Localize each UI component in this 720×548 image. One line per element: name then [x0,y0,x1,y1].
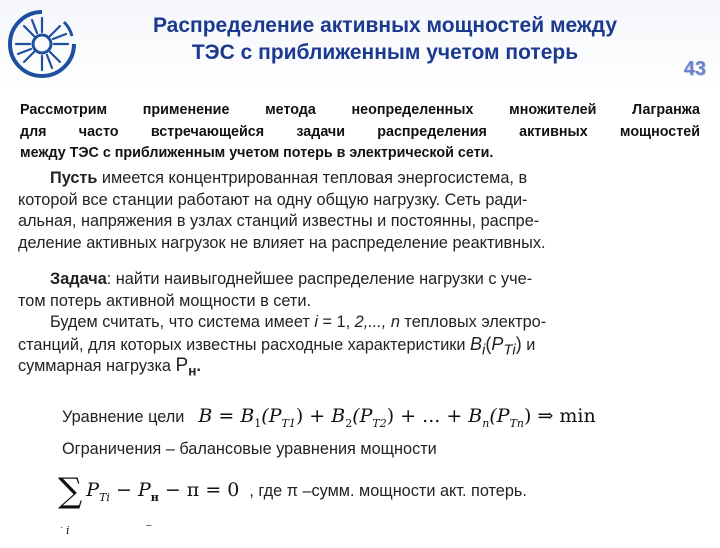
losses-term: − π = 0 [158,478,240,501]
plus-ellipsis: ) + ... + [386,404,469,427]
station-power-symbol: P [86,478,100,501]
constraints-label: Ограничения – балансовые уравнения мощности [62,440,437,458]
slide-title-line-2: ТЭС с приближенным учетом потерь [191,41,579,64]
power-1-index: T1 [281,416,296,430]
cost-symbol: B [470,333,483,354]
load-period: . [196,357,201,375]
characteristics-text-end: и [521,335,536,354]
implies-arrow-icon: ⇒ [531,404,560,427]
index-equals: = 1, [317,313,355,331]
index-variable: i [314,313,318,331]
assumption-line-2 [18,333,688,359]
objective-label: Уравнение цели [62,407,185,426]
paren-open: ( [485,333,492,354]
cost-n-index: n [482,416,490,430]
intro-line-1: Рассмотрим применение метода неопределенных множителей Лагранжа [20,102,700,118]
slide-number: 43 [683,58,706,80]
task-line-1-text: : найти наивыгоднейшее распределение нагрузки с уче- [106,270,533,288]
scanned-text-block [18,168,688,377]
paren-n-close: ) [523,404,532,427]
objective-row [62,400,596,434]
assumption-line-3 [18,355,688,377]
load-symbol: P [175,355,189,376]
premise-line-1-text: имеется концентрированная тепловая энергосистема, в [97,169,528,187]
total-cost-symbol: B [198,404,213,427]
sum-operator [58,471,83,537]
characteristics-text: станций, для которых известны расходные характеристики [18,335,471,354]
power-n-index: Tn [509,416,524,430]
cost-2-symbol: B [331,404,346,427]
paragraph-gap [18,254,688,269]
premise-line-2: которой все станции работают на одну общую нагрузку. Сеть ради- [18,190,528,209]
sigma-icon: ∑ [58,471,83,511]
sum-index: i [66,524,70,537]
cost-function [470,333,522,359]
premise-line-1 [18,168,688,190]
power-2-symbol: (P [352,404,373,427]
minus-sign: − [109,478,138,501]
intro-line-3: между ТЭС с приближенным учетом потерь в электрической сети. [20,145,494,161]
assumption-line-1 [18,312,688,334]
balance-equation-row [58,468,527,537]
scan-artifact-dot: · [60,522,64,533]
power-1-symbol: (P [261,404,282,427]
station-power-index: Ti [99,490,110,504]
intro-line-2: для часто встречающейся задачи распределения активных мощностей [20,123,700,140]
power-index: Ti [503,341,516,359]
cost-1-index: 1 [254,416,262,430]
balance-formula [86,479,239,504]
plus-1: ) + [295,404,332,427]
equals-sign: = [212,404,241,427]
load-power-symbol: P [137,478,151,501]
min-operator: min [559,404,596,427]
slide-title-line-1: Распределение активных мощностей между [152,14,618,37]
paren-close: ) [515,333,522,354]
premise-line-3: альная, напряжения в узлах станций известны и постоянны, распре- [18,212,540,230]
index-range: 2,..., n [354,313,400,331]
sun-logo-icon [6,8,78,80]
load-power-index: н [150,490,159,504]
load-index: н [188,363,197,379]
premise-keyword: Пусть [50,169,98,187]
assumption-text-end: тепловых электро- [399,313,547,331]
load-text: суммарная нагрузка [18,357,176,375]
task-keyword: Задача [50,270,107,288]
assumption-text: Будем считать, что система имеет [50,313,315,331]
cost-index: i [482,341,486,359]
task-line-2: том потерь активной мощности в сети. [18,291,311,310]
cost-1-symbol: B [240,404,255,427]
losses-explanation: , где π –сумм. мощности акт. потерь. [249,481,527,500]
power-2-index: T2 [372,416,387,430]
cost-2-index: 2 [345,416,353,430]
power-n-symbol: (P [489,404,510,427]
intro-paragraph [20,100,700,165]
cost-n-symbol: B [468,404,483,427]
objective-formula [198,405,595,430]
task-line-1 [18,269,688,291]
scan-artifact-dash: – [146,520,152,531]
slide-title [95,12,675,66]
power-symbol: P [491,333,504,354]
premise-line-4: деление активных нагрузок не влияет на распределение реактивных. [18,233,546,252]
